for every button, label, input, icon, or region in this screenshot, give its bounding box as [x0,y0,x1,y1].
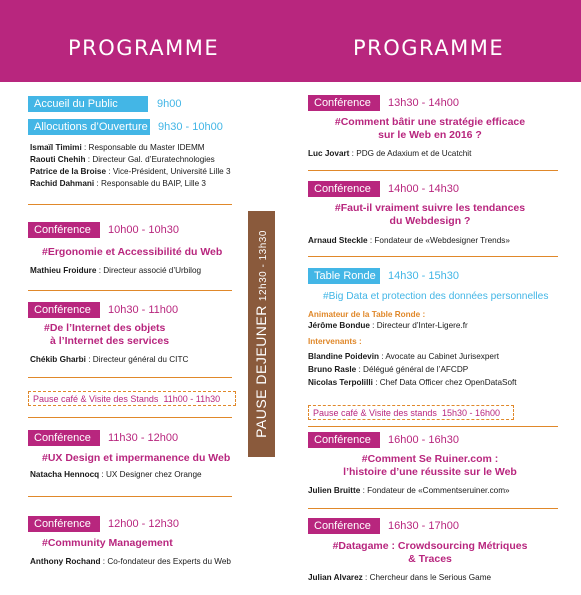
page-title-right: PROGRAMME [353,36,505,60]
session-topic: #Faut-il vraiment suivre les tendances [334,202,526,214]
session-label: Conférence [28,516,100,532]
opening-speaker: Rachid Dahmani : Responsable du BAIP, Lille 3 [30,179,206,188]
divider [308,508,558,509]
session-time: 11h30 - 12h00 [108,432,179,444]
session-speaker: Anthony Rochand : Co-fondateur des Experts du Web [30,557,231,566]
session-topic: à l’Internet des services [50,335,170,347]
session-time: 10h30 - 11h00 [108,304,179,316]
session-label: Conférence [28,302,100,318]
session-time: 16h00 - 16h30 [388,434,459,446]
intervenants-heading: Intervenants : [308,337,362,346]
animateur-speaker: Jérôme Bondue : Directeur d’Inter-Ligere.fr [308,321,468,330]
session-time: 12h00 - 12h30 [108,518,179,530]
divider [28,496,232,497]
session-speaker: Julien Bruitte : Fondateur de «Commentseruiner.com» [308,486,510,495]
accueil-label: Accueil du Public [28,96,148,112]
table-ronde-label: Table Ronde [308,268,380,284]
session-label: Conférence [308,518,380,534]
divider [308,170,558,171]
lunch-label: PAUSE DEJEUNER12h30 - 13h30 [253,230,269,438]
allocutions-label: Allocutions d’Ouverture [28,119,150,135]
opening-speaker: Raouti Chehih : Directeur Gal. d’Euratechnologies [30,155,215,164]
opening-speaker: Patrice de la Broise : Vice-Président, Université Lille 3 [30,167,231,176]
divider [28,290,232,291]
session-topic: l’histoire d’une réussite sur le Web [343,466,517,478]
page-title-left: PROGRAMME [68,36,220,60]
session-speaker: Julian Alvarez : Chercheur dans le Serious Game [308,573,492,582]
table-ronde-topic: #Big Data et protection des données personnelles [323,291,549,302]
animateur-heading: Animateur de la Table Ronde : [308,310,426,319]
allocutions-time: 9h30 - 10h00 [158,121,223,133]
session-topic: #De l’Internet des objets [44,322,166,334]
session-topic: #Ergonomie et Accessibilité du Web [42,246,223,258]
session-label: Conférence [308,181,380,197]
divider [28,417,232,418]
session-speaker: Natacha Hennocq : UX Designer chez Orange [30,470,202,479]
session-speaker: Chékib Gharbi : Directeur général du CITC [30,355,189,364]
session-topic: #Comment Se Ruiner.com : [361,453,499,465]
divider [308,426,558,427]
session-topic: & Traces [408,553,452,565]
session-time: 16h30 - 17h00 [388,520,459,532]
session-topic: #Datagame : Crowdsourcing Métriques [332,540,528,552]
divider [28,377,232,378]
session-time: 13h30 - 14h00 [388,97,459,109]
session-label: Conférence [308,95,380,111]
divider [308,256,558,257]
panelist: Blandine Poidevin : Avocate au Cabinet Jurisexpert [308,352,499,361]
session-topic: sur le Web en 2016 ? [378,129,482,141]
coffee-break: Pause café & Visite des Stands 11h00 - 11h30 [28,391,236,406]
session-speaker: Luc Jovart : PDG de Adaxium et de Ucatchit [308,149,472,158]
session-label: Conférence [28,430,100,446]
session-topic: du Webdesign ? [389,215,471,227]
session-label: Conférence [308,432,380,448]
opening-speaker: Ismaïl Timimi : Responsable du Master IDEMM [30,143,205,152]
session-speaker: Mathieu Froidure : Directeur associé d’Urbilog [30,266,202,275]
divider [28,204,232,205]
session-topic: #Comment bâtir une stratégie efficace [334,116,526,128]
panelist: Nicolas Terpolilli : Chef Data Officer chez OpenDataSoft [308,378,517,387]
header-band [0,0,581,82]
session-topic: #UX Design et impermanence du Web [42,452,231,464]
session-topic: #Community Management [42,537,173,549]
coffee-break: Pause café & Visite des stands 15h30 - 16h00 [308,405,514,420]
session-speaker: Arnaud Steckle : Fondateur de «Webdesigner Trends» [308,236,510,245]
panelist: Bruno Rasle : Délégué général de l’AFCDP [308,365,469,374]
session-label: Conférence [28,222,100,238]
session-time: 14h00 - 14h30 [388,183,459,195]
session-time: 10h00 - 10h30 [108,224,179,236]
table-ronde-time: 14h30 - 15h30 [388,270,459,282]
accueil-time: 9h00 [157,98,182,110]
